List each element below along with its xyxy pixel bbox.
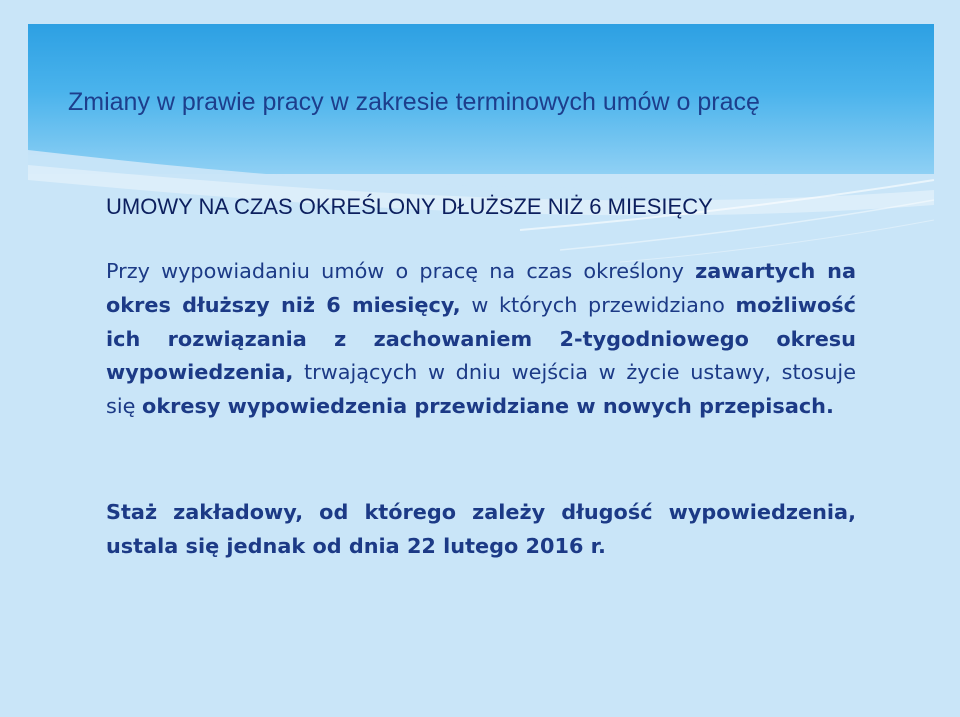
slide-title: Zmiany w prawie pracy w zakresie terminowych umów o pracę	[68, 88, 760, 116]
text-run: trwających w dniu wejścia w życie ustawy, stosuje się	[106, 360, 856, 419]
paragraph-transition-rules	[106, 255, 856, 424]
slide-subtitle: UMOWY NA CZAS OKREŚLONY DŁUŻSZE NIŻ 6 MIESIĘCY	[106, 194, 713, 219]
bold-run: zawartych na okres dłuższy niż 6 miesięcy,	[106, 259, 856, 317]
text-run: w których przewidziano	[460, 292, 736, 317]
bold-run: możliwość ich rozwiązania z zachowaniem 2-tygodniowego okresu wypowiedzenia,	[106, 292, 856, 385]
bold-run: Staż zakładowy, od którego zależy długość wypowiedzenia, ustala się jednak od dnia 22 lutego 2016 r.	[106, 500, 856, 558]
paragraph-seniority	[106, 496, 856, 564]
bold-run: okresy wypowiedzenia przewidziane w nowych przepisach.	[142, 394, 834, 419]
text-run: Przy wypowiadaniu umów o pracę na czas określony	[106, 259, 696, 283]
